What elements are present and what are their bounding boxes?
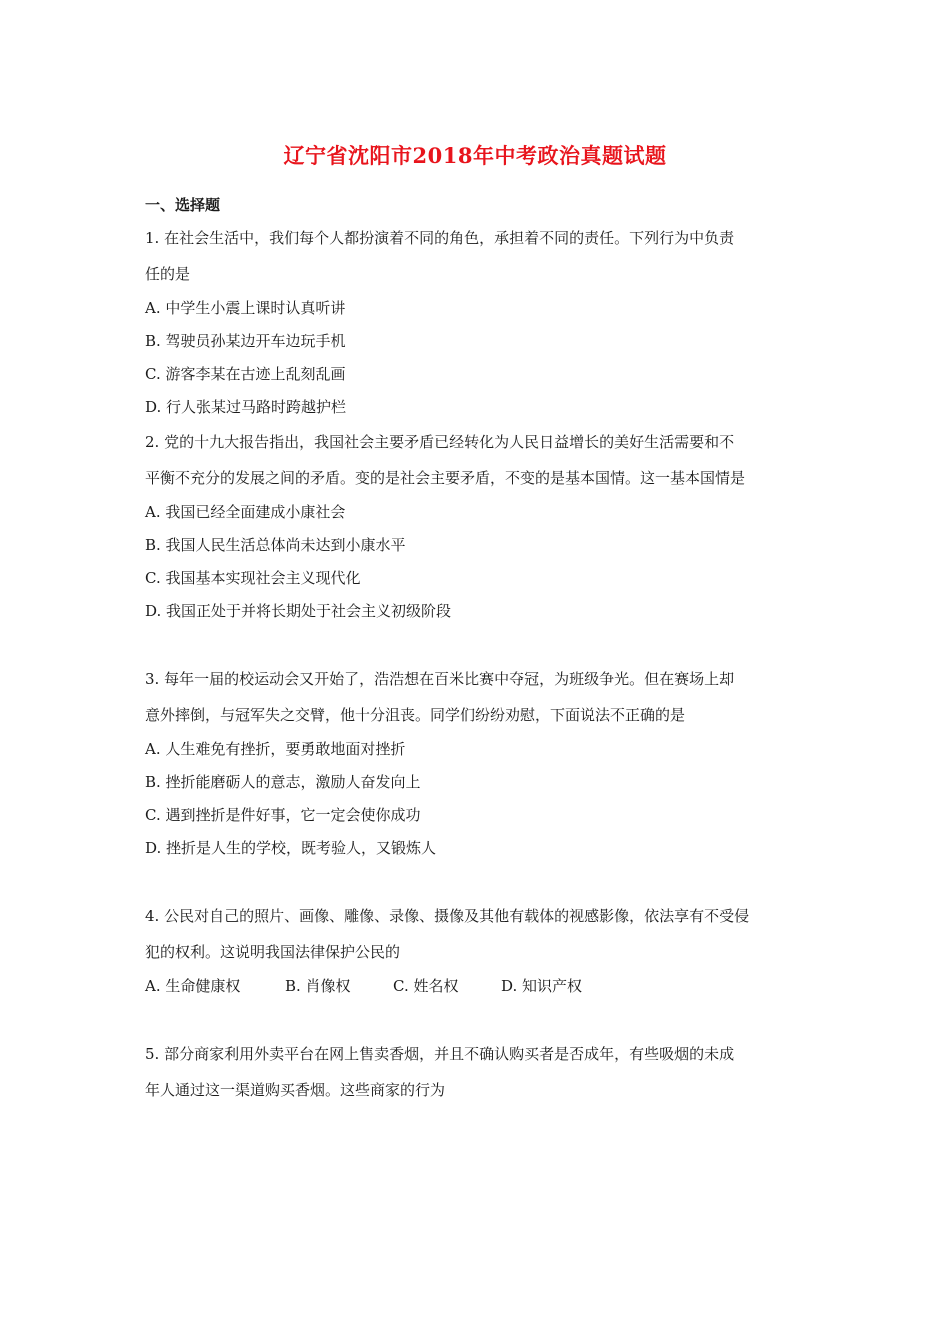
question-4-stem-line-2: 犯的权利。这说明我国法律保护公民的 [145,943,401,961]
page-title: 辽宁省沈阳市2018年中考政治真题试题 [283,143,667,168]
question-3-stem-line-1: 3. 每年一届的校运动会又开始了，浩浩想在百米比赛中夺冠，为班级争光。但在赛场上却 [145,670,735,688]
question-4-options-row [145,976,582,996]
question-1-option-c: C. 游客李某在古迹上乱刻乱画 [145,365,346,383]
question-1-option-b: B. 驾驶员孙某边开车边玩手机 [145,332,346,350]
question-1-option-d: D. 行人张某过马路时跨越护栏 [145,398,347,416]
question-2-option-a: A. 我国已经全面建成小康社会 [145,503,346,521]
question-3-option-b: B. 挫折能磨砺人的意志，激励人奋发向上 [145,773,421,791]
question-2-option-b: B. 我国人民生活总体尚未达到小康水平 [145,536,406,554]
question-3-option-a: A. 人生难免有挫折，要勇敢地面对挫折 [145,740,406,758]
question-3-stem-line-2: 意外摔倒，与冠军失之交臂，他十分沮丧。同学们纷纷劝慰，下面说法不正确的是 [145,706,686,724]
question-1-option-a: A. 中学生小震上课时认真听讲 [145,299,346,317]
question-1-stem-line-2: 任的是 [145,265,191,283]
question-1-stem-line-1: 1. 在社会生活中，我们每个人都扮演着不同的角色，承担着不同的责任。下列行为中负责 [145,229,735,247]
question-5-stem-line-1: 5. 部分商家利用外卖平台在网上售卖香烟，并且不确认购买者是否成年，有些吸烟的未成 [145,1045,735,1063]
question-2-stem-line-2: 平衡不充分的发展之间的矛盾。变的是社会主要矛盾，不变的是基本国情。这一基本国情是 [145,469,746,487]
question-3-option-d: D. 挫折是人生的学校，既考验人，又锻炼人 [145,839,437,857]
question-4-stem-line-1: 4. 公民对自己的照片、画像、雕像、录像、摄像及其他有载体的视感影像，依法享有不受侵 [145,907,750,925]
question-2-stem-line-1: 2. 党的十九大报告指出，我国社会主要矛盾已经转化为人民日益增长的美好生活需要和不 [145,433,735,451]
question-4-option-d: D. 知识产权 [501,977,583,995]
question-3-option-c: C. 遇到挫折是件好事，它一定会使你成功 [145,806,421,824]
question-5-stem-line-2: 年人通过这一渠道购买香烟。这些商家的行为 [145,1081,446,1099]
question-4-option-a: A. 生命健康权 [145,977,241,995]
question-4-option-c: C. 姓名权 [393,977,459,995]
question-4-option-b: B. 肖像权 [285,977,351,995]
section-heading: 一、选择题 [145,196,221,214]
question-2-option-d: D. 我国正处于并将长期处于社会主义初级阶段 [145,602,452,620]
question-2-option-c: C. 我国基本实现社会主义现代化 [145,569,361,587]
